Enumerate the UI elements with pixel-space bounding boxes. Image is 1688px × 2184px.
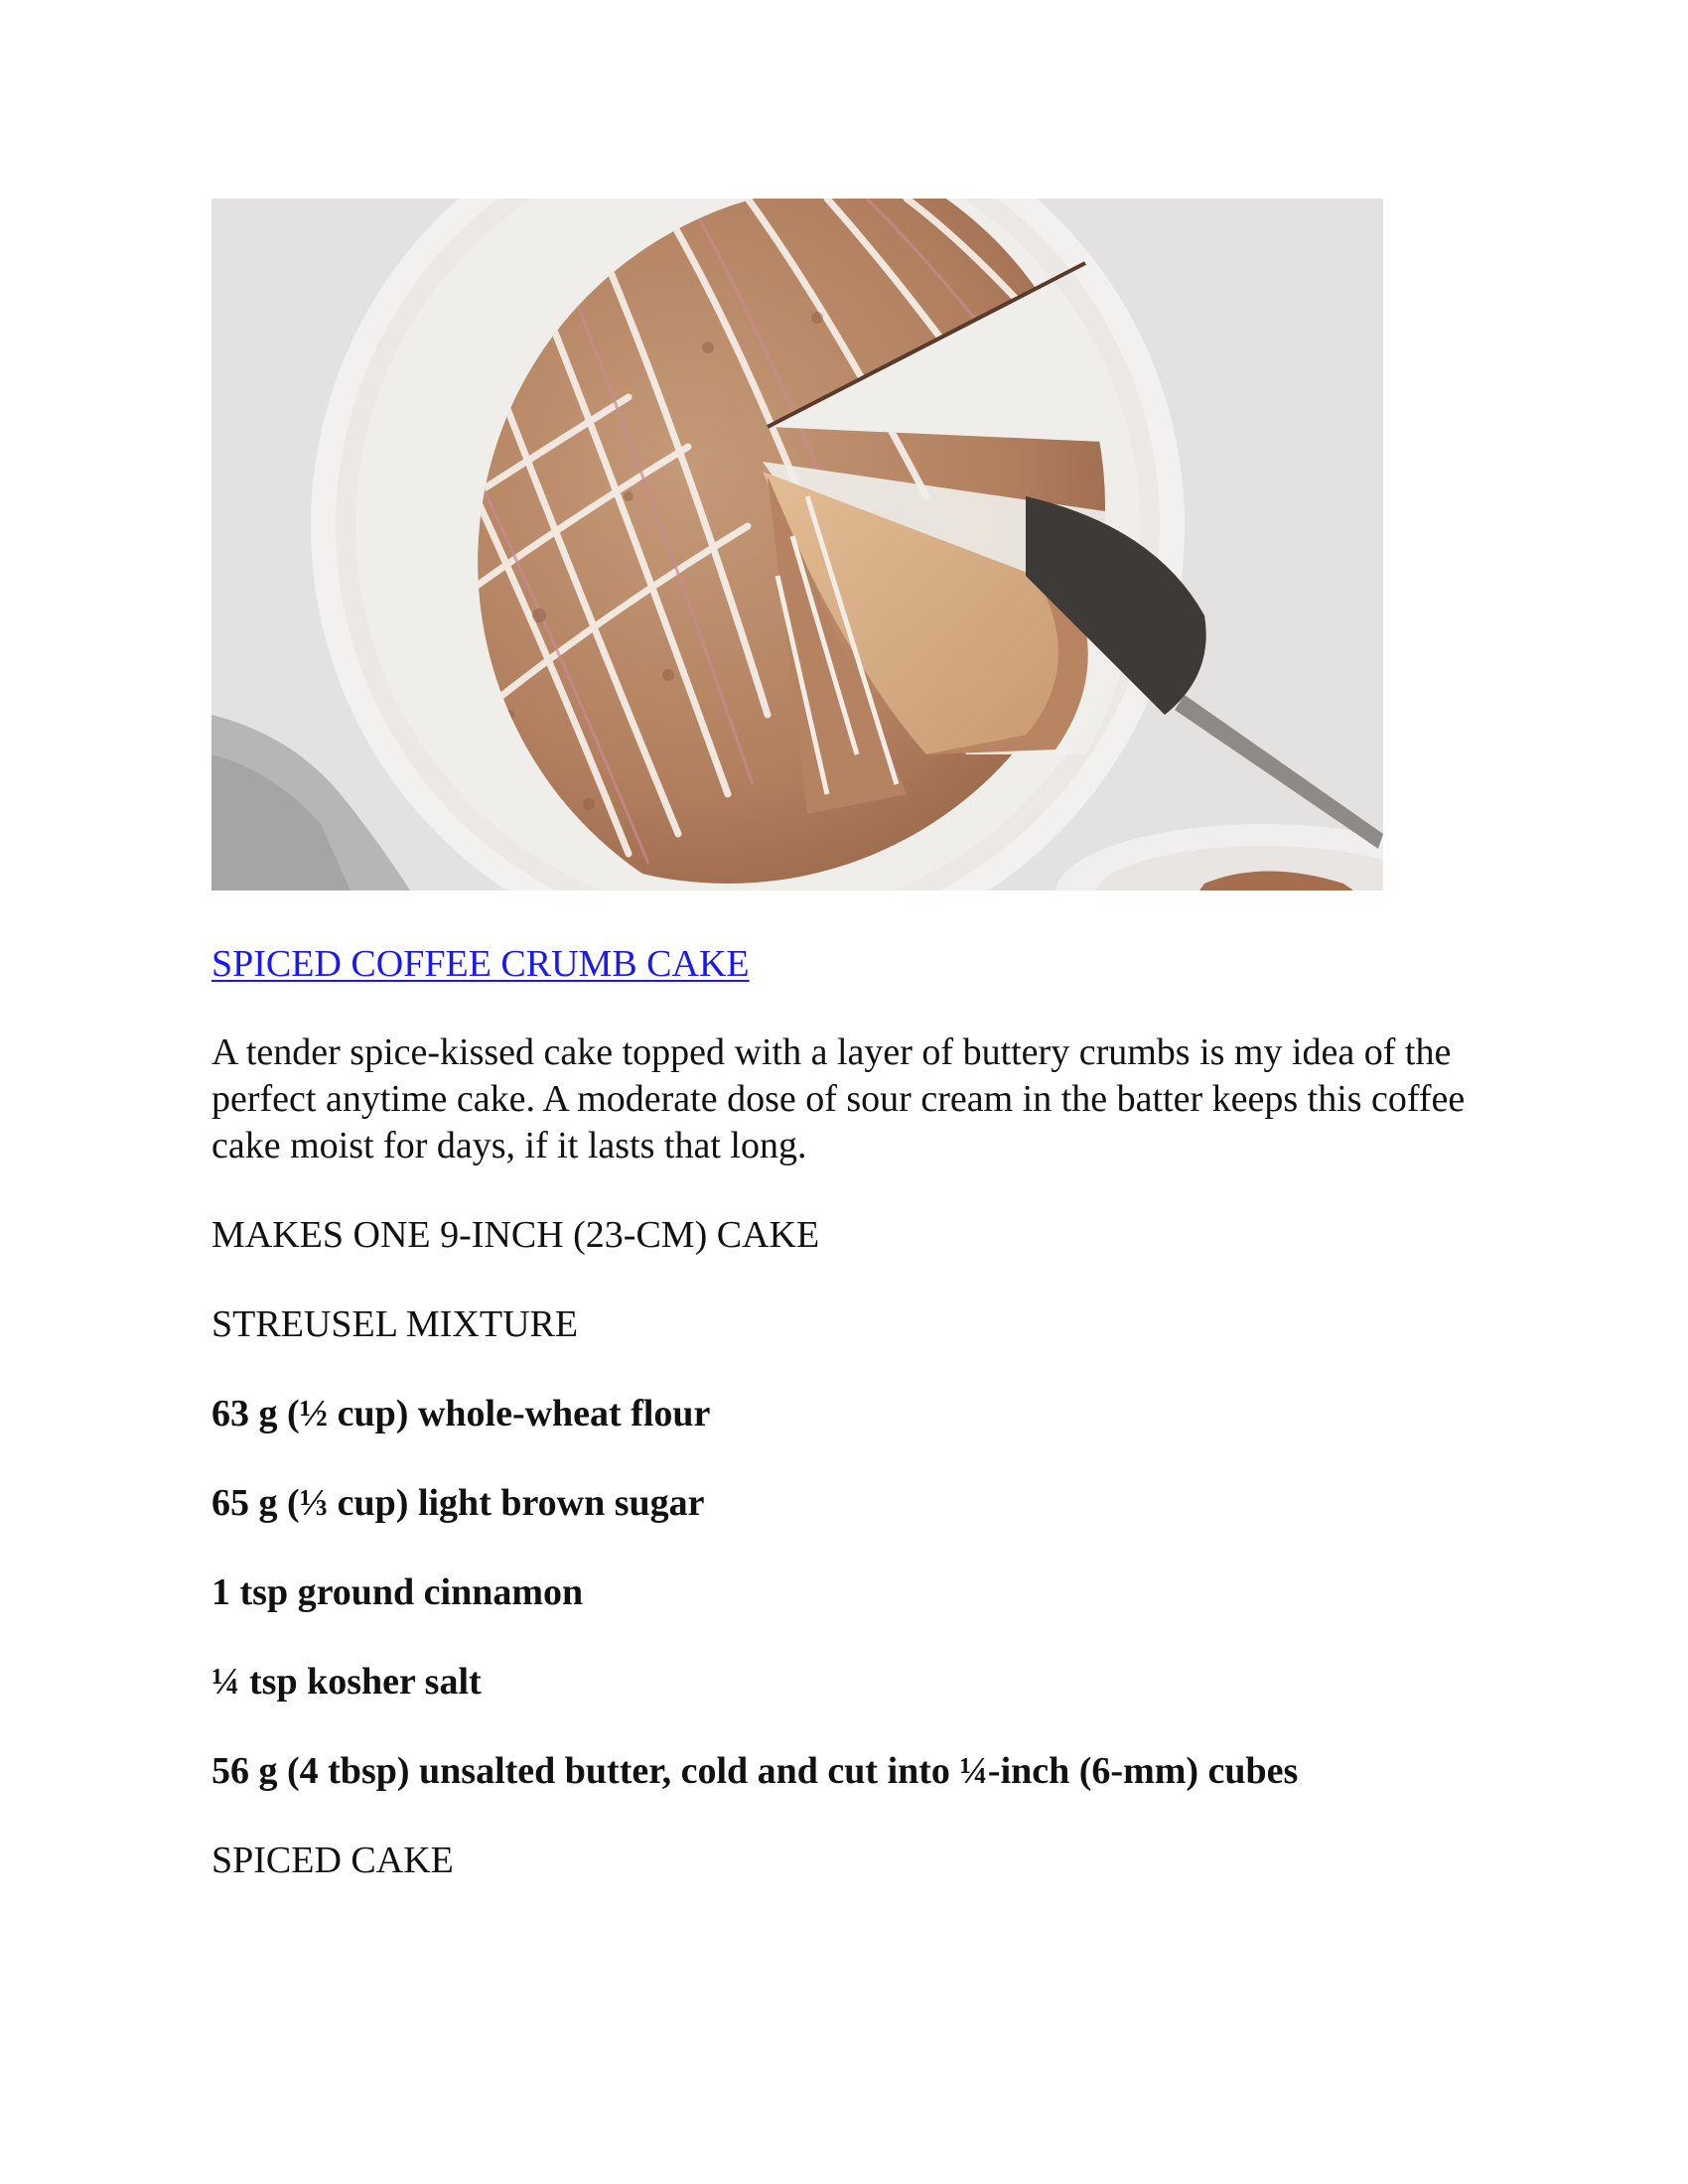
section-heading-spiced-cake: SPICED CAKE: [211, 1840, 454, 1881]
section-heading-streusel: STREUSEL MIXTURE: [211, 1303, 579, 1345]
ingredient-item: ¼ tsp kosher salt: [211, 1661, 482, 1703]
recipe-title-link[interactable]: SPICED COFFEE CRUMB CAKE: [211, 943, 750, 985]
recipe-intro: A tender spice-kissed cake topped with a layer of buttery crumbs is my idea of the perfect anytime cake. A moderate dose of sour cream in the batter keeps this coffee cake moist for days, if it lasts that long.: [211, 1031, 1466, 1166]
ingredient-item: 56 g (4 tbsp) unsalted butter, cold and cut into ¼-inch (6-mm) cubes: [211, 1750, 1299, 1792]
cake-illustration: [211, 199, 1383, 890]
recipe-yield: MAKES ONE 9-INCH (23-CM) CAKE: [211, 1214, 820, 1256]
ingredient-item: 63 g (½ cup) whole-wheat flour: [211, 1393, 711, 1434]
ingredient-item: 65 g (⅓ cup) light brown sugar: [211, 1482, 705, 1524]
cake-photo: [211, 199, 1383, 890]
recipe-page: [211, 199, 1482, 1884]
ingredient-item: 1 tsp ground cinnamon: [211, 1571, 584, 1613]
